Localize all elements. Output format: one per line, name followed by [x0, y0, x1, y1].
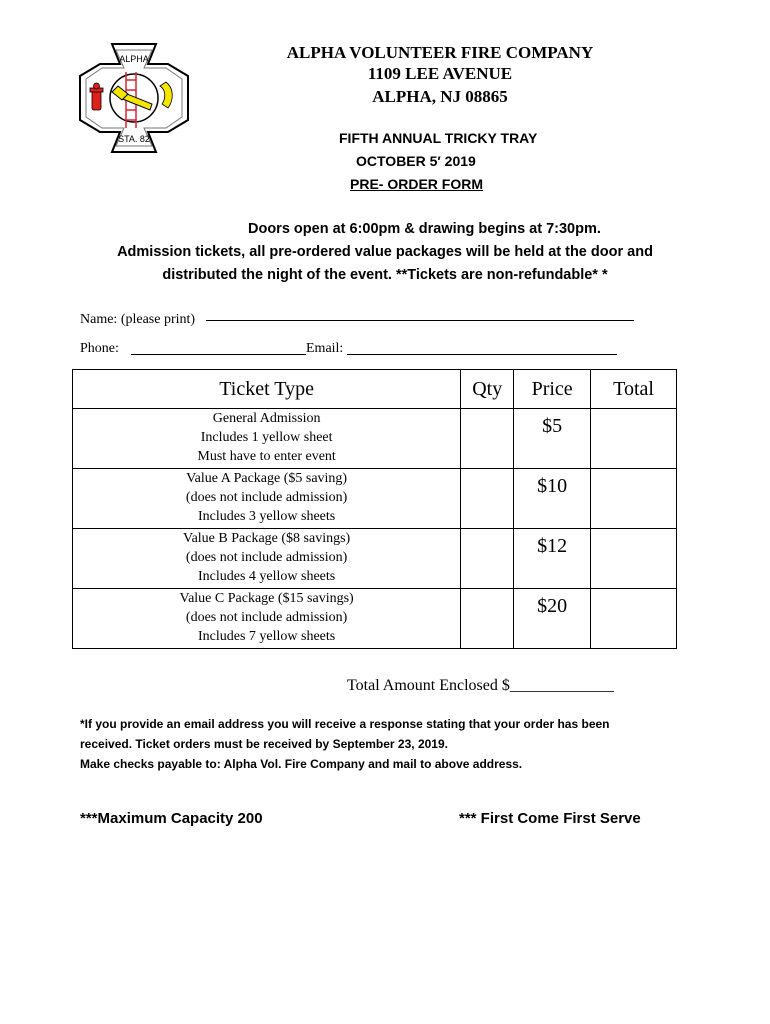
ticket-line: Includes 1 yellow sheet [200, 430, 333, 445]
ticket-line: Includes 7 yellow sheets [197, 629, 336, 644]
qty-cell[interactable] [461, 529, 514, 589]
total-amount-enclosed: Total Amount Enclosed $_____________ [347, 677, 614, 694]
header-price: Price [514, 370, 591, 409]
logo-top-text: ALPHA [119, 54, 149, 64]
ticket-line: (does not include admission) [185, 610, 348, 625]
name-label: Name: (please print) [80, 312, 196, 327]
qty-cell[interactable] [461, 469, 514, 529]
price-cell: $10 [514, 469, 591, 529]
name-field[interactable] [206, 320, 634, 321]
phone-label: Phone: [80, 341, 119, 356]
table-row [73, 469, 677, 529]
ticket-line: Value A Package ($5 saving) [186, 471, 348, 486]
ticket-line: (does not include admission) [185, 550, 348, 565]
notice-line3: distributed the night of the event. **Tickets are non-refundable* * [162, 267, 608, 283]
maximum-capacity: ***Maximum Capacity 200 [80, 810, 263, 827]
ticket-type-cell [73, 469, 461, 529]
table-header-row [73, 370, 677, 409]
qty-cell[interactable] [461, 409, 514, 469]
ticket-type-cell [73, 409, 461, 469]
qty-cell[interactable] [461, 589, 514, 649]
form-title: PRE- ORDER FORM [350, 176, 483, 192]
email-field[interactable] [347, 354, 617, 355]
total-cell[interactable] [591, 589, 677, 649]
org-name: ALPHA VOLUNTEER FIRE COMPANY [286, 43, 594, 62]
ticket-line: Value C Package ($15 savings) [179, 591, 354, 606]
fire-company-logo [78, 42, 190, 154]
ticket-table [72, 369, 677, 649]
ticket-line: Includes 3 yellow sheets [197, 509, 336, 524]
table-row [73, 529, 677, 589]
phone-field[interactable] [131, 354, 306, 355]
logo-bottom-text: STA. 82 [118, 134, 150, 144]
total-cell[interactable] [591, 469, 677, 529]
price-cell: $5 [514, 409, 591, 469]
footer-note-line3: Make checks payable to: Alpha Vol. Fire Company and mail to above address. [80, 757, 523, 771]
ticket-line: (does not include admission) [185, 490, 348, 505]
email-label: Email: [306, 341, 344, 356]
address-line1: 1109 LEE AVENUE [367, 64, 513, 83]
ticket-type-cell [73, 589, 461, 649]
ticket-line: Value B Package ($8 savings) [183, 531, 351, 546]
header-ticket-type: Ticket Type [73, 370, 461, 409]
total-cell[interactable] [591, 529, 677, 589]
ticket-type-cell [73, 529, 461, 589]
event-date: OCTOBER 5′ 2019 [356, 153, 476, 169]
first-come-first-serve: *** First Come First Serve [459, 810, 641, 827]
price-cell: $20 [514, 589, 591, 649]
ticket-line: Includes 4 yellow sheets [197, 569, 336, 584]
total-cell[interactable] [591, 409, 677, 469]
price-cell: $12 [514, 529, 591, 589]
event-title: FIFTH ANNUAL TRICKY TRAY [339, 130, 538, 146]
notice-line1: Doors open at 6:00pm & drawing begins at 7:30pm. [248, 221, 601, 237]
ticket-line: Must have to enter event [197, 449, 336, 464]
ticket-line: General Admission [212, 411, 321, 426]
footer-note-line2: received. Ticket orders must be received by September 23, 2019. [80, 737, 448, 751]
table-row [73, 589, 677, 649]
notice-line2: Admission tickets, all pre-ordered value packages will be held at the door and [117, 244, 653, 260]
table-row [73, 409, 677, 469]
address-line2: ALPHA, NJ 08865 [372, 87, 508, 106]
header-qty: Qty [461, 370, 514, 409]
header-total: Total [591, 370, 677, 409]
footer-note-line1: *If you provide an email address you will receive a response stating that your order has been [80, 717, 610, 731]
